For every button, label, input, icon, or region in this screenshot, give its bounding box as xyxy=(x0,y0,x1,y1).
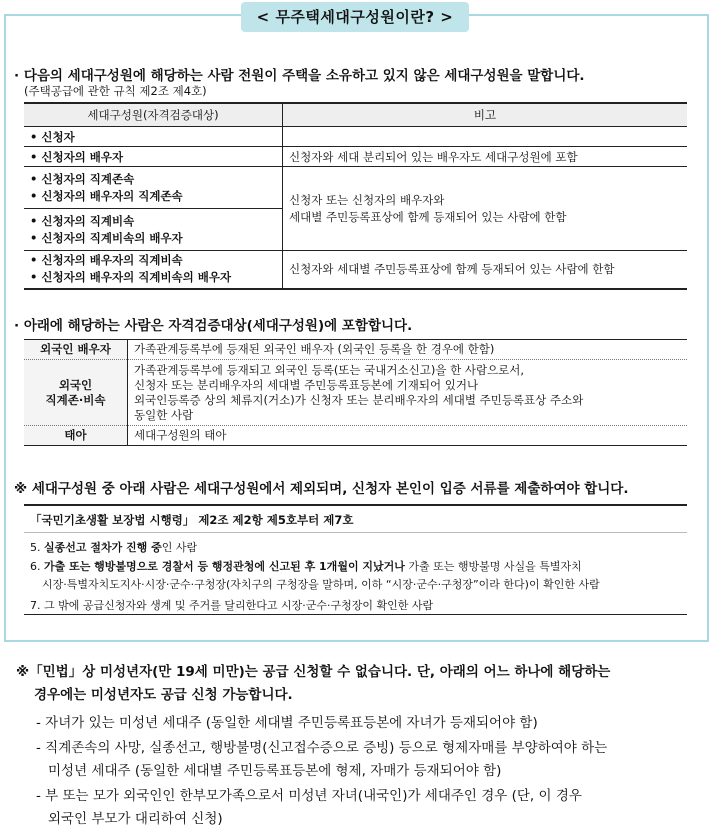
remark-cell: 신청자와 세대 분리되어 있는 배우자도 세대구성원에 포함 xyxy=(283,147,688,167)
table-header: 세대구성원(자격검증대상) xyxy=(24,103,283,127)
section3-heading: ※ 세대구성원 중 아래 사람은 세대구성원에서 제외되며, 신청자 본인이 입증 서류를 제출하여야 합니다. xyxy=(14,481,629,497)
table-row xyxy=(24,251,687,289)
desc-cell xyxy=(128,360,688,426)
household-member-table xyxy=(24,102,687,290)
table-row xyxy=(24,147,687,167)
member-cell: • 신청자의 배우자 xyxy=(24,147,283,167)
category-line: 직계존·비속 xyxy=(45,392,106,407)
list-item: 7. 그 밖에 공급신청자와 생계 및 주거를 달리한다고 시장·군수·구청장이 확인한 사람 xyxy=(30,599,434,612)
member-cell xyxy=(24,251,283,289)
divider xyxy=(24,532,687,533)
table-row xyxy=(24,127,687,147)
exception-item: - 부 또는 모가 외국인인 한부모가족으로서 미성년 자녀(내국인)가 세대주인 경우 (단, 이 경우 xyxy=(36,788,582,804)
table-header: 비고 xyxy=(283,103,688,127)
category-cell: 외국인 배우자 xyxy=(24,340,128,360)
minor-notice-line1: ※「민법」상 미성년자(만 19세 미만)는 공급 신청할 수 없습니다. 단, 아래의 어느 하나에 해당하는 xyxy=(16,664,611,680)
remark-cell: 신청자와 세대별 주민등록표상에 함께 등재되어 있는 사람에 한함 xyxy=(283,251,688,289)
desc-line: 동일한 사람 xyxy=(134,407,194,422)
member-line: • 신청자의 배우자의 직계비속 xyxy=(30,253,183,268)
desc-line: 외국인등록증 상의 체류지(거소)가 신청자 또는 분리배우자의 세대별 주민등록표상 주소와 xyxy=(134,392,584,407)
category-line: 외국인 xyxy=(58,377,93,392)
desc-line: 신청자 또는 분리배우자의 세대별 주민등록표등본에 기재되어 있거나 xyxy=(134,377,479,392)
remark-line: 신청자 또는 신청자의 배우자와 xyxy=(289,192,445,207)
table-row xyxy=(24,340,687,360)
exclusion-box xyxy=(24,504,687,615)
remark-line: 세대별 주민등록표상에 함께 등재되어 있는 사람에 한함 xyxy=(289,209,567,224)
section1-note: (주택공급에 관한 규칙 제2조 제4호) xyxy=(24,84,207,98)
list-item-continued: 시장·특별자치도지사·시장·군수·구청장(자치구의 구청장을 말하며, 이하 “시장·군수·구청장”이라 한다)이 확인한 사람 xyxy=(42,578,600,591)
table-row xyxy=(24,360,687,426)
item-text: 가출 또는 행방불명 사실을 특별자치 xyxy=(404,560,582,573)
table-row xyxy=(24,167,687,209)
exception-item: - 자녀가 있는 미성년 세대주 (동일한 세대별 주민등록표등본에 자녀가 등재되어야 함) xyxy=(36,715,538,731)
exception-item-continued: 외국인 부모가 대리하여 신청) xyxy=(48,811,223,827)
included-members-table xyxy=(24,339,687,446)
minor-notice-line2: 경우에는 미성년자도 공급 신청 가능합니다. xyxy=(34,687,293,703)
item-text: 인 사람 xyxy=(161,541,198,554)
section1-heading: · 다음의 세대구성원에 해당하는 사람 전원이 주택을 소유하고 있지 않은 세대구성원을 말합니다. xyxy=(14,68,585,84)
table-row xyxy=(24,426,687,446)
page-title: < 무주택세대구성원이란? > xyxy=(241,2,469,32)
item-number: 5. xyxy=(30,541,41,554)
list-item xyxy=(30,539,197,555)
member-line: • 신청자의 직계비속 xyxy=(30,213,135,228)
remark-cell xyxy=(283,167,688,251)
desc-line: 가족관계등록부에 등재되고 외국인 등록(또는 국내거소신고)을 한 사람으로서, xyxy=(134,362,525,377)
law-reference: 「국민기초생활 보장법 시행령」 제2조 제2항 제5호부터 제7호 xyxy=(30,513,354,527)
member-cell: • 신청자 xyxy=(24,127,283,147)
member-line: • 신청자의 직계존속 xyxy=(30,171,135,186)
desc-cell: 세대구성원의 태아 xyxy=(128,426,688,446)
item-bold: 가출 또는 행방불명으로 경찰서 등 행정관청에 신고된 후 1개월이 지났거나 xyxy=(44,560,405,573)
category-cell xyxy=(24,360,128,426)
item-number: 6. xyxy=(30,560,41,573)
list-item xyxy=(30,558,582,574)
member-cell xyxy=(24,209,283,251)
remark-cell xyxy=(283,127,688,147)
member-line: • 신청자의 배우자의 직계비속의 배우자 xyxy=(30,270,232,285)
section2-heading: · 아래에 해당하는 사람은 자격검증대상(세대구성원)에 포함합니다. xyxy=(14,318,413,334)
exception-item-continued: 미성년 세대주 (동일한 세대별 주민등록표등본에 형제, 자매가 등재되어야 함) xyxy=(48,763,502,779)
desc-cell: 가족관계등록부에 등재된 외국인 배우자 (외국인 등록을 한 경우에 한함) xyxy=(128,340,688,360)
item-bold: 실종선고 절차가 진행 중 xyxy=(44,541,162,554)
category-cell: 태아 xyxy=(24,426,128,446)
member-line: • 신청자의 직계비속의 배우자 xyxy=(30,230,183,245)
member-cell xyxy=(24,167,283,209)
member-line: • 신청자의 배우자의 직계존속 xyxy=(30,188,183,203)
exception-item: - 직계존속의 사망, 실종선고, 행방불명(신고접수증으로 증빙) 등으로 형제자매를 부양하여야 하는 xyxy=(36,740,608,756)
